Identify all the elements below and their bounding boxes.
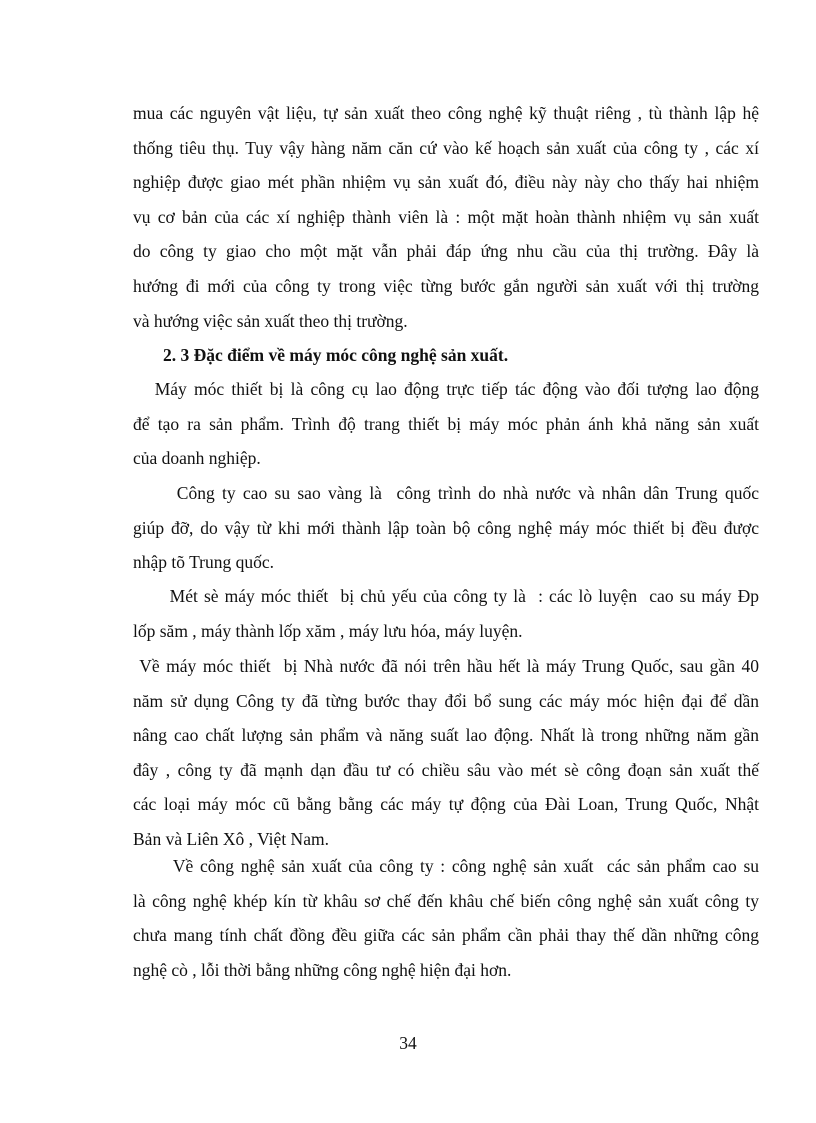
text-line: để tạo ra sản phẩm. Trình độ trang thiết bị máy móc phản ánh khả năng sản xuất (133, 413, 759, 434)
text-line: giúp đỡ, do vậy từ khi mới thành lập toàn bộ công nghệ máy móc thiết bị đều được (133, 517, 759, 538)
text-line: và hướng việc sản xuất theo thị trường. (133, 310, 408, 331)
text-line: mua các nguyên vật liệu, tự sản xuất theo công nghệ kỹ thuật riêng , tù thành lập hệ (133, 103, 759, 123)
text-line: đây , công ty đã mạnh dạn đầu tư có chiều sâu vào mét sè công đoạn sản xuất thế (133, 759, 759, 780)
text-line: chưa mang tính chất đồng đều giữa các sản phẩm cần phải thay thế dần những công (133, 925, 759, 946)
page-number: 34 (399, 1033, 417, 1053)
text-line: năm sử dụng Công ty đã từng bước thay đổi bổ sung các máy móc hiện đại để dần (133, 690, 759, 711)
text-line: nhập tõ Trung quốc. (133, 552, 274, 573)
paragraph-production-technology (133, 849, 759, 987)
text-line: Về máy móc thiết bị Nhà nước đã nói trên hầu hết là máy Trung Quốc, sau gần 40 (133, 656, 759, 676)
text-line: do công ty giao cho một mặt vẫn phải đáp ứng nhu cầu của thị trường. Đây là (133, 241, 759, 262)
text-line: thống tiêu thụ. Tuy vậy hàng năm căn cứ vào kế hoạch sản xuất của công ty , các xí (133, 137, 759, 158)
paragraph-modernization (133, 649, 759, 857)
text-line: nâng cao chất lượng sản phẩm và năng suất lao động. Nhất là trong những năm gần (133, 725, 759, 746)
text-line: Về công nghệ sản xuất của công ty : công nghệ sản xuất các sản phẩm cao su (133, 856, 759, 876)
text-line: Máy móc thiết bị là công cụ lao động trực tiếp tác động vào đối tượng lao động (133, 379, 759, 399)
text-line: vụ cơ bản của các xí nghiệp thành viên là : một mặt hoàn thành nhiệm vụ sản xuất (133, 206, 759, 227)
text-line: các loại máy móc cũ bằng bằng các máy tự động của Đài Loan, Trung Quốc, Nhật (133, 794, 759, 815)
paragraph-company-origin (133, 476, 759, 580)
text-line: Bản và Liên Xô , Việt Nam. (133, 828, 329, 849)
paragraph-equipment-intro (133, 372, 759, 476)
text-line: của doanh nghiệp. (133, 448, 261, 469)
text-line: là công nghệ khép kín từ khâu sơ chế đến khâu chế biến công nghệ sản xuất công ty (133, 890, 759, 911)
text-line: nghệ cò , lỗi thời bằng những công nghệ hiện đại hơn. (133, 959, 512, 980)
text-line: nghiệp được giao mét phần nhiệm vụ sản xuất đó, điều này này cho thấy hai nhiệm (133, 172, 759, 193)
text-line: lốp săm , máy thành lốp xăm , máy lưu hóa, máy luyện. (133, 620, 523, 641)
text-line: Mét sè máy móc thiết bị chủ yếu của công ty là : các lò luyện cao su máy Đp (133, 586, 759, 606)
text-line: Công ty cao su sao vàng là công trình do nhà nước và nhân dân Trung quốc (133, 483, 759, 503)
text-line: hướng đi mới của công ty trong việc từng bước gắn người sản xuất với thị trường (133, 275, 759, 296)
paragraph-main-equipment (133, 579, 759, 648)
section-heading: 2. 3 Đặc điểm về máy móc công nghệ sản xuất. (163, 345, 509, 365)
paragraph-intro (133, 96, 759, 338)
